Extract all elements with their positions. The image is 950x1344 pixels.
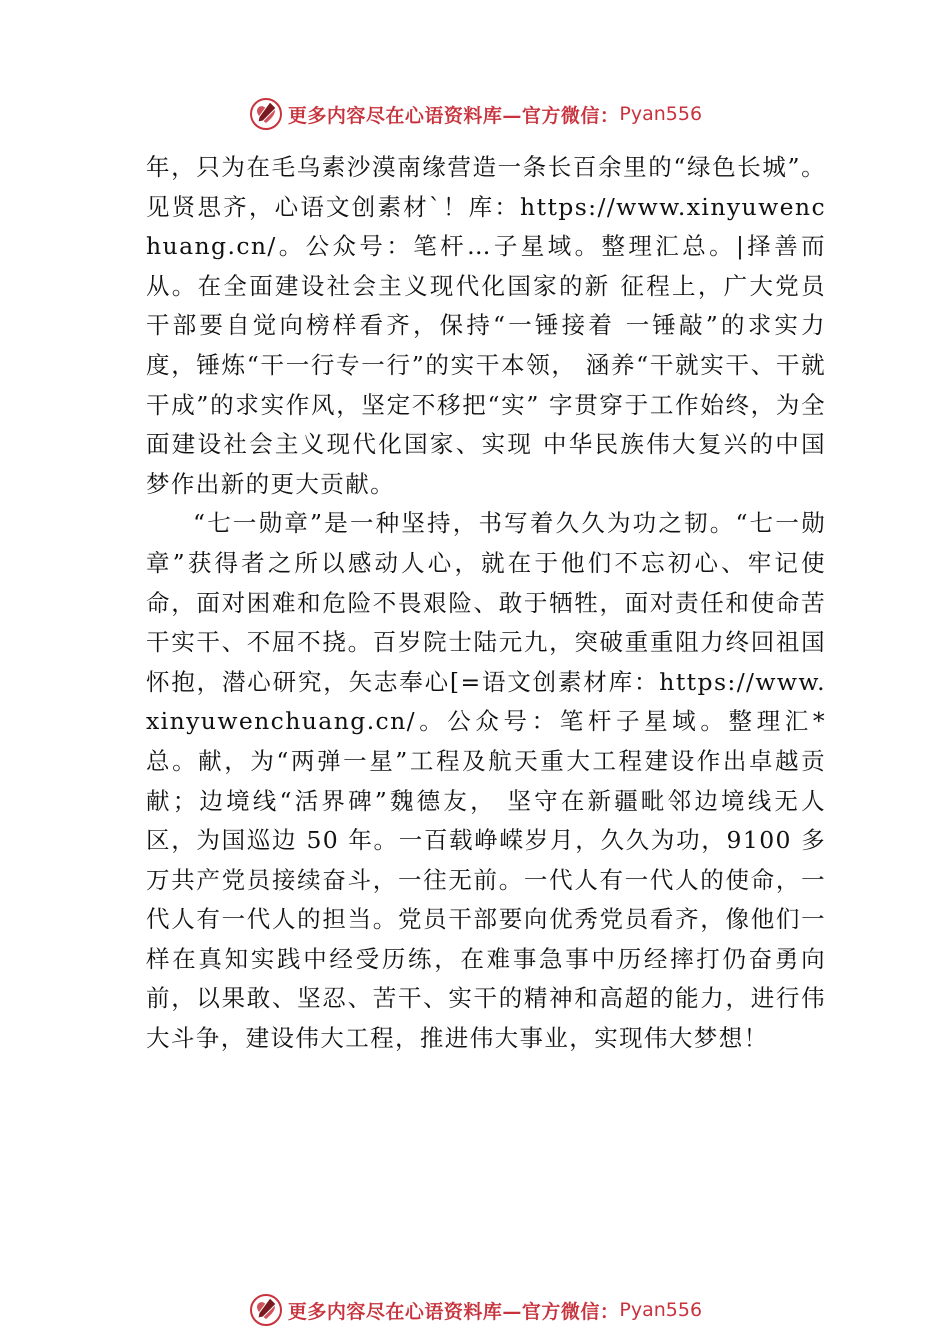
document-body — [146, 148, 826, 1059]
footer-wechat-handle: Pyan556 — [619, 1299, 703, 1321]
header-banner — [0, 94, 950, 134]
heart-pen-logo-icon — [248, 1292, 284, 1328]
footer-slogan: 更多内容尽在心语资料库—官方微信： — [287, 1300, 620, 1323]
paragraph-1: 年，只为在毛乌素沙漠南缘营造一条长百余里的“绿色长城”。见贤思齐，心语文创素材`！库：https://www.xinyuwenchuang.cn/。公众号：笔杆…子星域。整理汇总。|择善而从。在全面建设社会主义现代化国家的新 征程上，广大党员干部要自觉向榜样看齐，保持“一锤接着 一锤敲”的求实力度，锤炼“干一行专一行”的实干本领， 涵养“干就实干、干就干成”的求实作风，坚定不移把“实” 字贯穿于工作始终，为全面建设社会主义现代化国家、实现 中华民族伟大复兴的中国梦作出新的更大贡献。 — [146, 153, 826, 498]
footer-banner — [0, 1290, 950, 1330]
paragraph-2: “七一勋章”是一种坚持，书写着久久为功之韧。“七一勋章”获得者之所以感动人心，就在于他们不忘初心、牢记使命，面对困难和危险不畏艰险、敢于牺牲，面对责任和使命苦干实干、不屈不挠。百岁院士陆元九，突破重重阻力终回祖国怀抱，潜心研究，矢志奉心[=语文创素材库：https://www.xinyuwenchuang.cn/。公众号：笔杆子星域。整理汇*总。献，为“两弹一星”工程及航天重大工程建设作出卓越贡献；边境线“活界碑”魏德友， 坚守在新疆毗邻边境线无人区，为国巡边 50 年。一百载峥嵘岁月，久久为功，9100 多万共产党员接续奋斗，一往无前。一代人有一代人的使命，一代人有一代人的担当。党员干部要向优秀党员看齐，像他们一样在真知实践中经受历练，在难事急事中历经摔打仍奋勇向前，以果敢、坚忍、苦干、实干的精神和高超的能力，进行伟大斗争，建设伟大工程，推进伟大事业，实现伟大梦想！ — [146, 509, 826, 1053]
heart-pen-logo-icon — [248, 96, 284, 132]
header-slogan: 更多内容尽在心语资料库—官方微信： — [287, 104, 620, 127]
header-wechat-handle: Pyan556 — [619, 103, 703, 125]
